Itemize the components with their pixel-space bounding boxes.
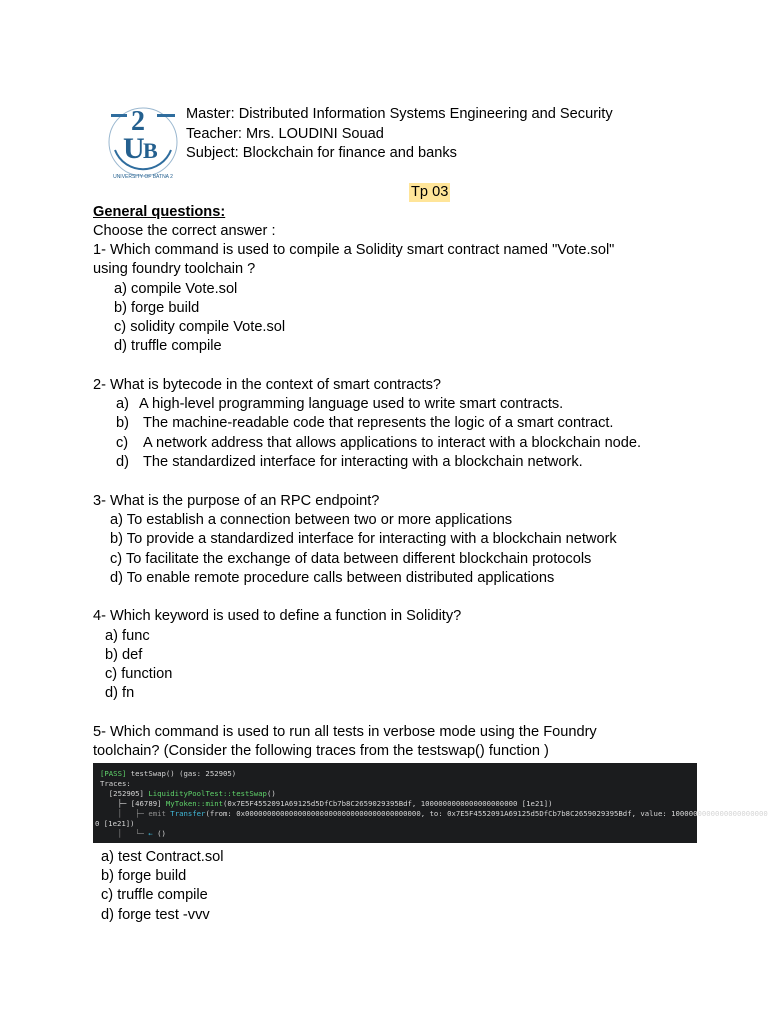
trace-return-value: () — [157, 829, 166, 838]
trace-mint-args: (0x7E5F4552091A69125d5DfCb7b8C2659029395Bdf, 1000000000000000000000 [1e21]) — [223, 799, 553, 808]
trace-mint-prefix: ├─ [46789] — [100, 799, 166, 808]
svg-text:B: B — [143, 138, 158, 163]
instruction: Choose the correct answer : — [93, 223, 276, 239]
university-logo — [105, 92, 181, 184]
q3-option-d: d) To enable remote procedure calls between distributed applications — [110, 570, 555, 586]
q2-option-a: A high-level programming language used to write smart contracts. — [139, 396, 564, 412]
q4-option-b: b) def — [105, 647, 143, 663]
q4-option-a: a) func — [105, 628, 150, 644]
q3-text: 3- What is the purpose of an RPC endpoint? — [93, 493, 380, 509]
q5-option-a: a) test Contract.sol — [101, 849, 224, 865]
q1-text: 1- Which command is used to compile a Solidity smart contract named "Vote.sol" — [93, 242, 615, 258]
section-title: General questions: — [93, 204, 226, 220]
tp-title: Tp 03 — [411, 184, 449, 200]
trace-mint-fn: MyToken::mint — [165, 799, 224, 808]
trace-return-prefix: │ └─ — [100, 829, 149, 838]
q2-option-c: A network address that allows applications to interact with a blockchain node. — [143, 435, 642, 451]
q2-letter-c: c) — [116, 435, 129, 451]
q2-letter-d: d) — [116, 454, 129, 470]
q4-text: 4- Which keyword is used to define a function in Solidity? — [93, 608, 462, 624]
q3-option-a: a) To establish a connection between two or more applications — [110, 512, 513, 528]
q5-text-cont: toolchain? (Consider the following traces from the testswap() function ) — [93, 743, 549, 759]
q2-letter-b: b) — [116, 415, 129, 431]
trace-return-arrow: ← — [148, 829, 158, 838]
q5-option-b: b) forge build — [101, 868, 187, 884]
trace-emit-prefix: │ ├─ emit — [100, 809, 171, 818]
svg-text:U: U — [123, 132, 145, 165]
pass-tag: [PASS] — [100, 769, 127, 778]
q5-option-d: d) forge test -vvv — [101, 907, 210, 923]
trace-gas: [252905] — [100, 789, 149, 798]
q5-text: 5- Which command is used to run all tests in verbose mode using the Foundry — [93, 724, 597, 740]
q1-option-c: c) solidity compile Vote.sol — [114, 319, 286, 335]
teacher-line: Teacher: Mrs. LOUDINI Souad — [186, 126, 384, 142]
trace-test-fn: LiquidityPoolTest::testSwap — [148, 789, 267, 798]
q2-option-d: The standardized interface for interacting with a blockchain network. — [143, 454, 583, 470]
subject-line: Subject: Blockchain for finance and banks — [186, 145, 457, 161]
q1-option-b: b) forge build — [114, 300, 200, 316]
q3-option-b: b) To provide a standardized interface for interacting with a blockchain network — [110, 531, 617, 547]
svg-text:2: 2 — [131, 106, 145, 137]
test-signature: testSwap() (gas: 252905) — [126, 769, 237, 778]
q5-option-c: c) truffle compile — [101, 887, 208, 903]
q4-option-c: c) function — [105, 666, 173, 682]
trace-transfer-args: (from: 0x0000000000000000000000000000000000000000, to: 0x7E5F4552091A69125d5DfCb7b8C2659029395Bdf, value: 1000000000000000000000 — [205, 809, 768, 818]
q3-option-c: c) To facilitate the exchange of data between different blockchain protocols — [110, 551, 592, 567]
master-line: Master: Distributed Information Systems Engineering and Security — [186, 106, 613, 122]
q2-letter-a: a) — [116, 396, 129, 412]
trace-transfer-fn: Transfer — [170, 809, 206, 818]
q1-option-a: a) compile Vote.sol — [114, 281, 238, 297]
q4-option-d: d) fn — [105, 685, 135, 701]
q2-option-b: The machine-readable code that represents the logic of a smart contract. — [143, 415, 614, 431]
q1-option-d: d) truffle compile — [114, 338, 222, 354]
q2-text: 2- What is bytecode in the context of smart contracts? — [93, 377, 441, 393]
logo-caption: UNIVERSITY OF BATNA 2 — [113, 174, 173, 180]
trace-wrap: 0 [1e21]) — [95, 819, 135, 828]
traces-label: Traces: — [100, 779, 131, 788]
terminal-trace — [93, 763, 768, 843]
q1-text-cont: using foundry toolchain ? — [93, 261, 256, 277]
trace-test-parens: () — [266, 789, 276, 798]
